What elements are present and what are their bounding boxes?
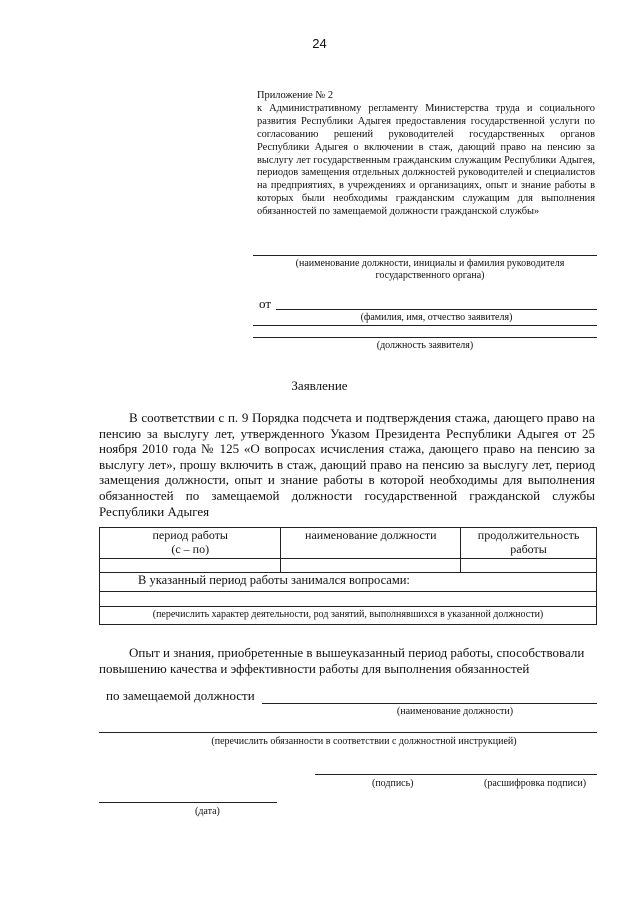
signature-decode-caption: (расшифровка подписи) <box>484 778 587 789</box>
header-duration <box>461 528 597 559</box>
work-period-table <box>99 527 597 625</box>
table-header-row <box>100 528 597 559</box>
table-cell <box>281 559 461 573</box>
issues-label: В указанный период работы занимался вопросами: <box>100 573 597 592</box>
date-line <box>99 802 277 803</box>
addressee-line <box>253 255 597 256</box>
applicant-position-caption: (должность заявителя) <box>376 340 474 351</box>
addressee-caption: (наименование должности, инициалы и фамилия руководителя государственного органа) <box>295 258 565 281</box>
body-paragraph: В соответствии с п. 9 Порядка подсчета и подтверждения стажа, дающего право на пенсию за выслугу лет, утвержденного Указом Президента Республики Адыгея от 25 ноября 2010 года № 125 «О вопросах исчисления стажа, дающего право на пенсию за выслугу лет», прошу включить в стаж, дающий право на пенсию за выслугу лет, период замещения должности, опыт и знание работы в которой необходимы для выполнения обязанностей по замещаемой должности государственной гражданской службы Республики Адыгея <box>99 410 595 519</box>
from-label: от <box>259 296 272 311</box>
issues-caption-row <box>100 607 597 625</box>
table-row <box>100 559 597 573</box>
appendix-title: Приложение № 2 <box>257 90 334 101</box>
appendix-text: к Административному регламенту Министерства труда и социального развития Республики Адыгея предоставления государственной услуги по согласованию решений руководителей государственных органов Республики Адыгея о включении в стаж, дающий право на пенсию за выслугу лет государственным гражданским служащим Республики Адыгея, периодов замещения отдельных должностей руководителей и специалистов на предприятиях, в учреждениях и организациях, опыт и знание работы в которых были необходимы гражданским служащим для выполнения обязанностей по замещаемой должности гражданской службы» <box>257 102 595 218</box>
position-name-line <box>262 703 597 704</box>
page-number: 24 <box>312 36 327 51</box>
paragraph-experience: Опыт и знания, приобретенные в вышеуказанный период работы, способствовали повышению качества и эффективности работы для выполнения обязанностей <box>99 645 585 676</box>
issues-caption: (перечислить характер деятельности, род занятий, выполнявшихся в указанной должности) <box>100 607 597 625</box>
document-heading: Заявление <box>291 378 348 393</box>
position-line <box>253 337 597 338</box>
position-label: по замещаемой должности <box>106 688 255 703</box>
header-period <box>100 528 281 559</box>
date-caption: (дата) <box>195 806 220 817</box>
header-period-line2: (с – по) <box>171 542 210 556</box>
name-line-2 <box>253 325 597 326</box>
applicant-name-caption: (фамилия, имя, отчество заявителя) <box>360 312 513 323</box>
position-name-caption-text: (наименование должности) <box>396 706 514 717</box>
appendix-block <box>257 90 595 219</box>
table-cell <box>100 559 281 573</box>
signature-caption: (подпись) <box>372 778 414 789</box>
header-duration-line2: работы <box>510 542 547 556</box>
from-line <box>276 309 597 310</box>
header-position: наименование должности <box>281 528 461 559</box>
header-duration-line1: продолжительность <box>477 528 580 542</box>
header-period-line1: период работы <box>152 528 228 542</box>
issues-label-row <box>100 573 597 592</box>
table-cell <box>461 559 597 573</box>
table-cell <box>100 592 597 607</box>
duties-caption: (перечислить обязанности в соответствии с должностной инструкцией) <box>211 736 517 747</box>
position-name-caption <box>260 706 639 718</box>
duties-line <box>99 732 597 733</box>
issues-blank-row <box>100 592 597 607</box>
signature-line <box>315 774 597 775</box>
